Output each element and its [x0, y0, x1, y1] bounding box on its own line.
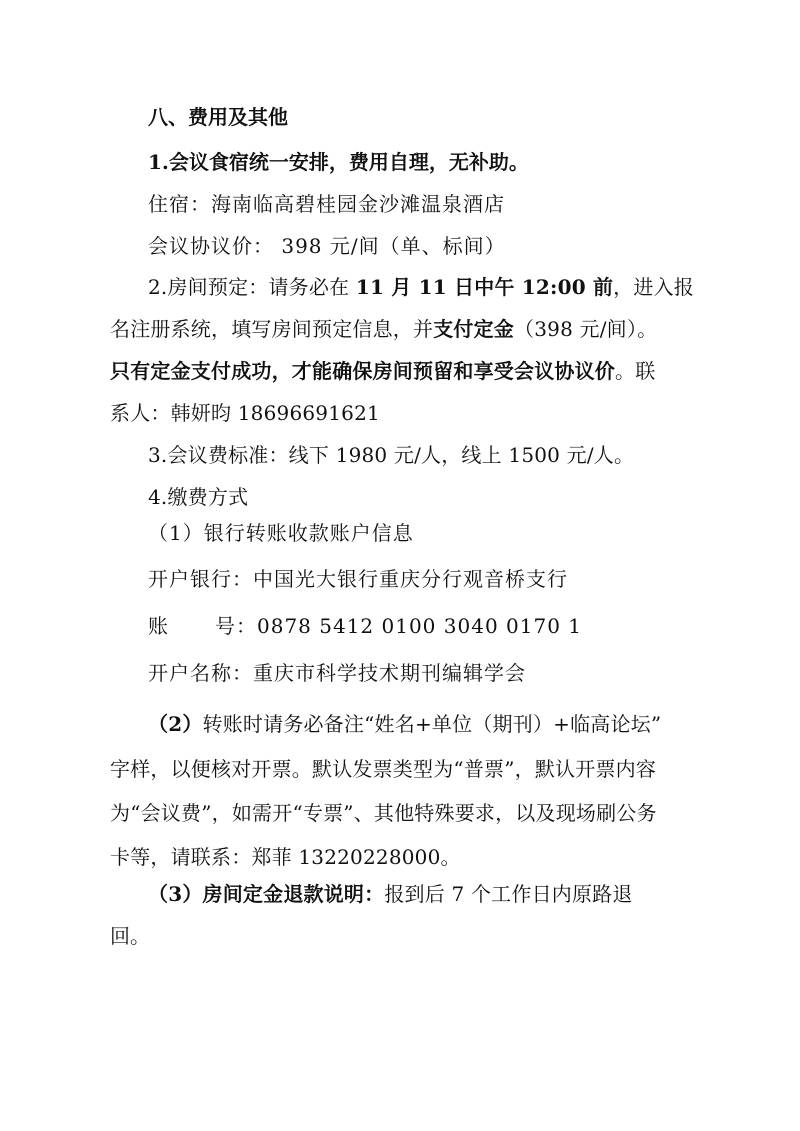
refund-text: 报到后 7 个工作日内原路退 [384, 882, 633, 906]
refund-heading: （3）房间定金退款说明： [148, 882, 385, 906]
account-line [148, 612, 748, 640]
item2-text: 。联 [615, 359, 656, 383]
bank-value: 中国光大银行重庆分行观音桥支行 [253, 567, 568, 591]
account-name-label: 开户名称： [148, 661, 253, 685]
item4-sub3-line2: 回。 [110, 924, 150, 948]
sub2-number: （2） [148, 712, 203, 736]
item4-sub2-line4: 卡等，请联系：郑菲 13220228000。 [110, 845, 461, 869]
item4-sub2-line3: 为“会议费”，如需开“专票”、其他特殊要求，以及现场刷公务 [110, 801, 657, 825]
deposit-notice: 只有定金支付成功，才能确保房间预留和享受会议协议价 [110, 359, 615, 383]
hotel-label: 住宿： [148, 192, 211, 216]
item2-line2 [110, 315, 710, 343]
contact-line: 系人：韩妍昀 18696691621 [110, 401, 380, 425]
price-value: 398 元/间（单、标间） [281, 234, 506, 258]
bank-line [148, 565, 748, 593]
item2-line1 [148, 273, 748, 301]
sub2-text: 转账时请务必备注“姓名+单位（期刊）+临高论坛” [202, 712, 662, 736]
item4-sub1: （1）银行转账收款账户信息 [148, 521, 414, 545]
deposit-text: 支付定金 [433, 317, 515, 341]
hotel-line [148, 190, 748, 218]
item2-text: 名注册系统，填写房间预定信息，并 [110, 317, 434, 341]
account-name-line [148, 659, 748, 687]
bank-label: 开户银行： [148, 567, 253, 591]
price-line [148, 232, 748, 260]
account-name-value: 重庆市科学技术期刊编辑学会 [253, 661, 526, 685]
item1-heading: 1.会议食宿统一安排，费用自理，无补助。 [148, 150, 529, 174]
price-label: 会议协议价： [148, 234, 274, 258]
item4-sub2-line2: 字样，以便核对开票。默认发票类型为“普票”，默认开票内容 [110, 757, 657, 781]
item4-sub3-line1 [148, 880, 748, 908]
item2-text: 2.房间预定：请务必在 [148, 275, 356, 299]
item2-line3 [110, 357, 710, 385]
section-title: 八、费用及其他 [148, 105, 288, 129]
hotel-name: 海南临高碧桂园金沙滩温泉酒店 [211, 192, 505, 216]
account-value: 0878 5412 0100 3040 0170 1 [257, 614, 583, 638]
item3-line: 3.会议费标准：线下 1980 元/人，线上 1500 元/人。 [148, 443, 635, 467]
item4-sub2-line1 [148, 710, 748, 738]
item4-heading: 4.缴费方式 [148, 485, 249, 509]
account-label-a: 账 [148, 614, 169, 638]
deadline-text: 11 月 11 日中午 12:00 前 [355, 275, 614, 299]
deposit-amount: （398 元/间）。 [514, 317, 658, 341]
item2-text: ，进入报 [613, 275, 694, 299]
account-label-b: 号： [215, 614, 257, 638]
